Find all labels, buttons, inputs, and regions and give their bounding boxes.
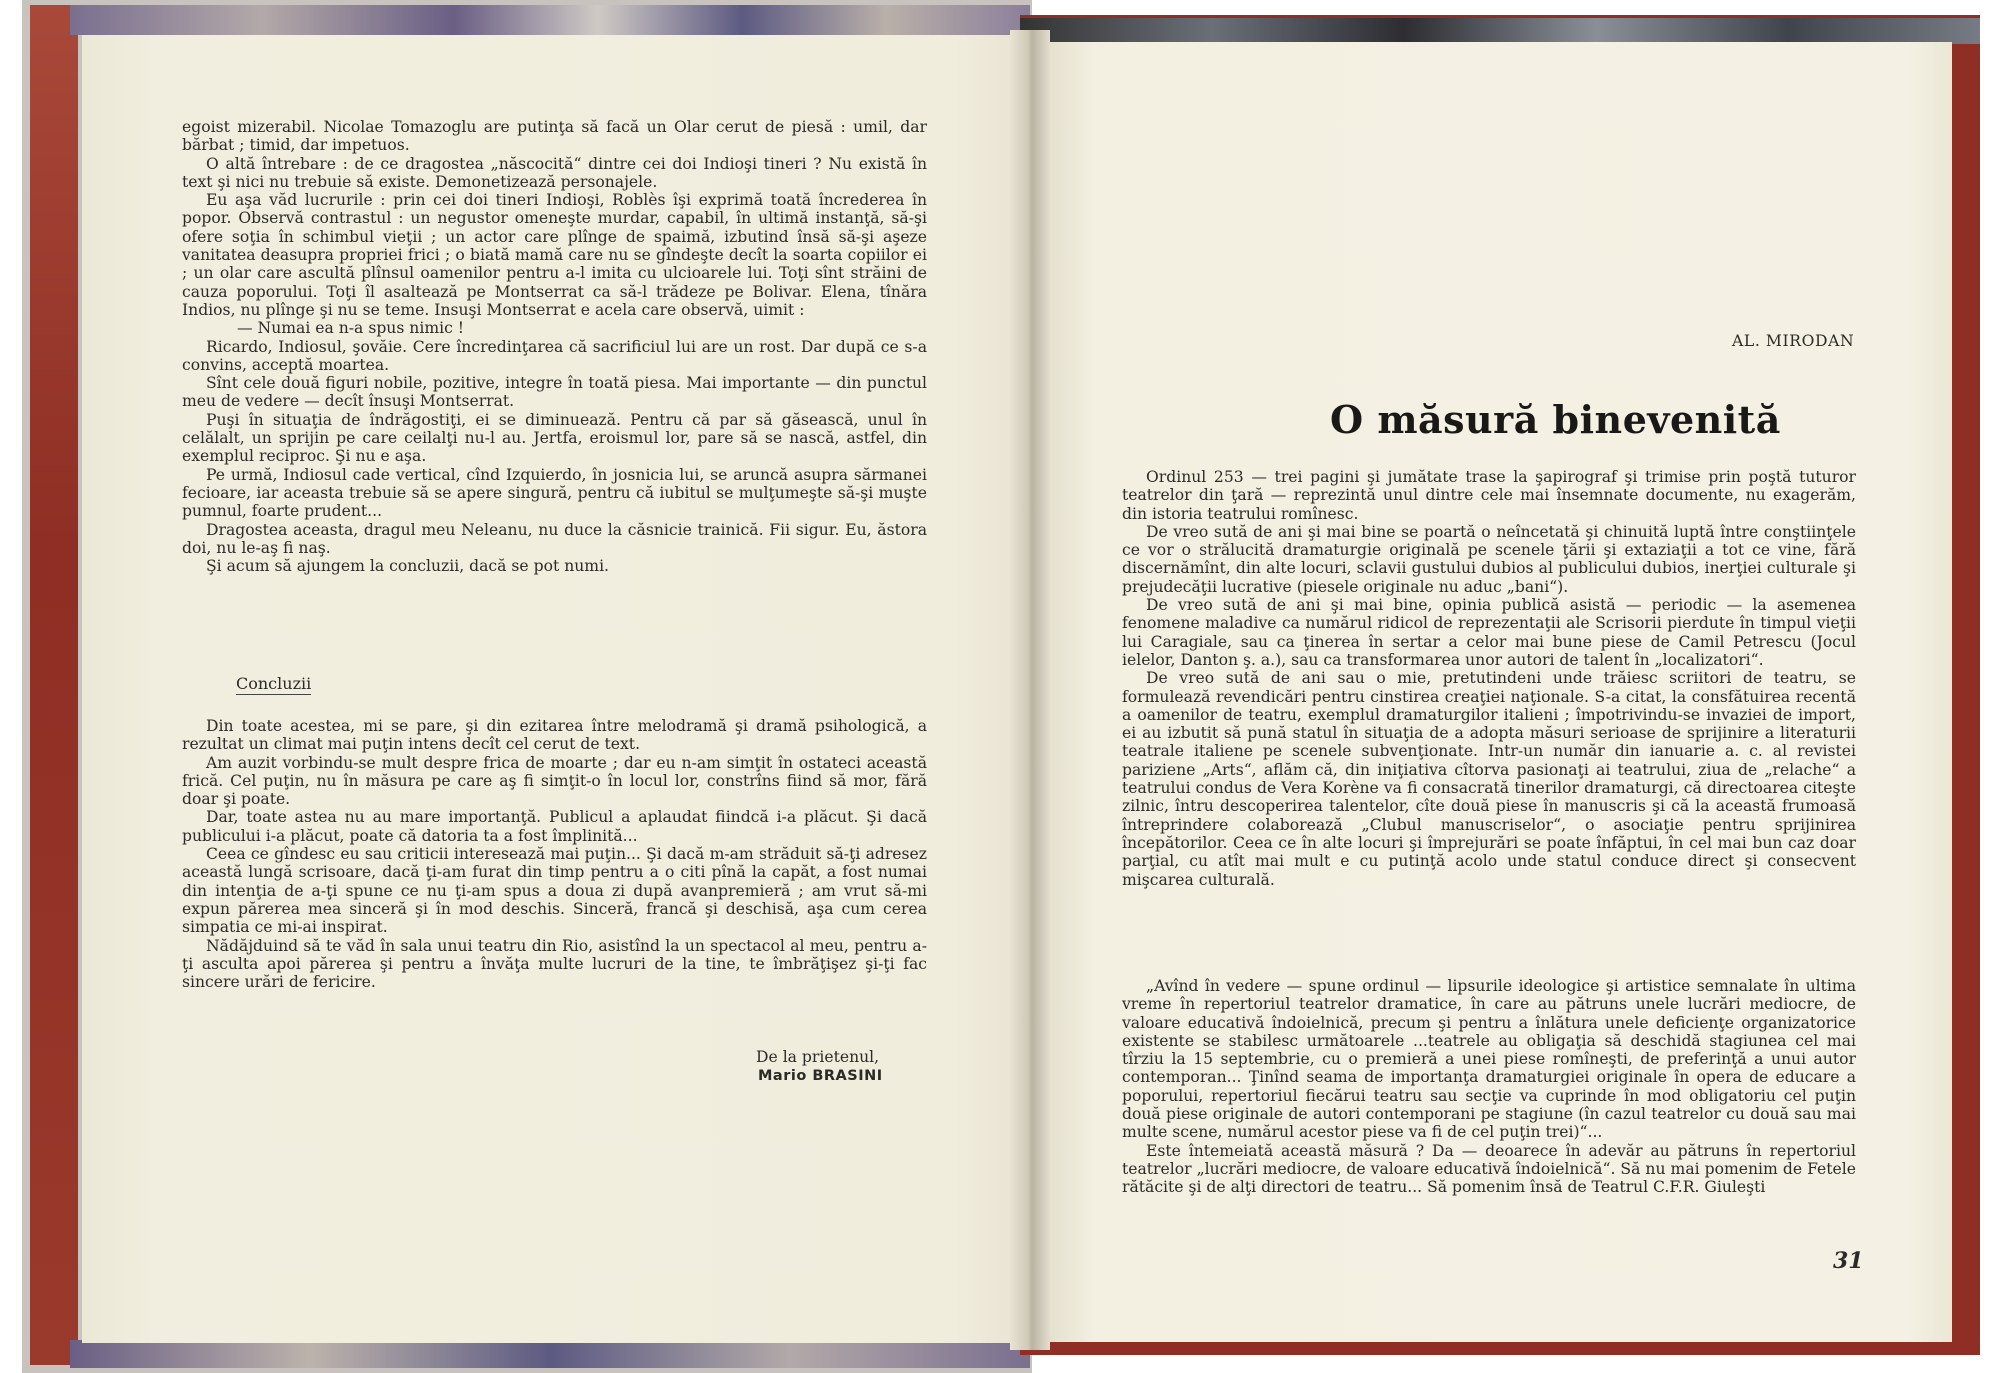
book-spine xyxy=(1010,30,1050,1350)
quote-line: — Numai ea n-a spus nimic ! xyxy=(237,319,465,338)
letter-signoff: De la prietenul, xyxy=(756,1048,880,1066)
paragraph: Din toate acestea, mi se pare, şi din ezitarea între melodramă şi dramă psihologică, a rezultat un climat mai puţin intens decît cel cerut de text. xyxy=(182,717,927,754)
page-number: 31 xyxy=(1833,1248,1864,1274)
paragraph: Ordinul 253 — trei pagini şi jumătate trase la şapirograf şi trimise prin poştă tuturor teatrelor din ţară — reprezintă unul dintre cele mai însemnate documente, nu exagerăm, din istoria teatrului romînesc. xyxy=(1122,468,1856,523)
paragraph: O altă întrebare : de ce dragostea „născocită“ dintre cei doi Indioşi tineri ? Nu există în text şi nici nu trebuie să existe. Demonetizează personajele. xyxy=(182,154,927,191)
paragraph: De vreo sută de ani sau o mie, pretutindeni unde trăiesc scriitori de teatru, se formulează revendicări pentru cinstirea creaţiei naţionale. S-a citat, la consfătuirea recentă a oamenilor de teatru, exemplul dramaturgilor italieni ; împotrivindu-se invaziei de import, ei au izbutit să pună statul în situaţia de a adopta măsuri serioase de sprijinire a literaturii teatrale italiene pe scenele subvenţionate. Intr-un număr din ianuarie a. c. al revistei pariziene „Arts“, aflăm că, din iniţiativa cîtorva pasionaţi ai teatrului, ziua de „relache“ a teatrului condus de Vera Korène va fi consacrată tinerilor dramaturgi, că directoarea citeşte zilnic, întru descoperirea talentelor, cîte două piese în manuscris şi că la această frumoasă întreprindere colaborează „Clubul manuscriselor“, o asociaţie pentru sprijinirea începătorilor. Ceea ce în alte locuri şi împrejurări se poate înfăptui, în cel mai bun caz doar parţial, cu atît mai mult e cu putinţă acolo unde statul conduce direct şi consecvent mişcarea culturală. xyxy=(1122,669,1856,889)
paragraph: Ceea ce gîndesc eu sau criticii interesează mai puţin... Şi dacă m-am străduit să-ţi adresez această lungă scrisoare, dacă ţi-am furat din timp pentru a o citi pînă la capăt, a fost numai din intenţia de a-ţi spune ce nu ţi-am spus a doua zi după avanpremieră ; am vrut să-mi expun părerea mea sinceră şi în mod deschis. Sinceră, francă şi deschisă, aşa cum cerea simpatia ce mi-ai inspirat. xyxy=(182,845,927,937)
section-heading: Concluzii xyxy=(236,674,312,693)
paragraph: „Avînd în vedere — spune ordinul — lipsurile ideologice şi artistice semnalate în ultima vreme în repertoriul teatrelor dramatice, în care au pătruns unele lucrări mediocre, de valoare educativă îndoielnică, precum şi pentru a înlătura unele deficienţe organizatorice existente se stabilesc următoarele ...teatrele au obligaţia să deschidă stagiunea cel mai tîrziu la 15 septembrie, cu o premieră a unei piese romîneşti, de preferinţă a unui autor contemporan... Ţinînd seama de importanţa dramaturgiei originale în opera de educare a poporului, repertoriul fiecărui teatru sau secţie va cuprinde în mod obligatoriu cel puţin două piese originale de autori contemporani pe stagiune (în cazul teatrelor cu două sau mai multe scene, numărul acestor piese va fi de cel puţin trei)“... xyxy=(1122,977,1856,1142)
right-page-text-top xyxy=(1122,468,1856,889)
left-page-text-top xyxy=(182,118,927,575)
paragraph: Este întemeiată această măsură ? Da — deoarece în adevăr au pătruns în repertoriul teatrelor „lucrări mediocre, de valoare educativă îndoielnică“. Să nu mai pomenim de Fetele rătăcite şi de alţi directori de teatru... Să pomenim însă de Teatrul C.F.R. Giuleşti xyxy=(1122,1141,1856,1197)
marbled-endpaper-top xyxy=(70,5,1030,35)
paragraph: Sînt cele două figuri nobile, pozitive, integre în toată piesa. Mai importante — din punctul meu de vedere — decît însuşi Montserrat. xyxy=(182,374,927,411)
left-page-text-bottom xyxy=(182,717,927,991)
paragraph: Şi acum să ajungem la concluzii, dacă se pot numi. xyxy=(206,557,610,576)
paragraph: Eu aşa văd lucrurile : prin cei doi tineri Indioşi, Roblès îşi exprimă toată încrederea în popor. Observă contrastul : un negustor omeneşte murdar, capabil, în ultimă instanţă, să-şi ofere soţia în schimbul vieţii ; un actor care plînge de spaimă, izbutind însă să-şi aşeze vanitatea deasupra propriei frici ; o biată mamă care nu se gîndeşte decît la soarta copiilor ei ; un olar care ascultă plînsul oamenilor pentru a-l imita cu ulcioarele lui. Toţi sînt străini de cauza poporului. Toţi îl asaltează pe Montserrat ca să-l trădeze pe Bolivar. Elena, tînăra Indios, nu plînge şi nu se teme. Insuşi Montserrat e acela care observă, uimit : xyxy=(182,191,927,319)
paragraph: Ricardo, Indiosul, şovăie. Cere încredinţarea că sacrificiul lui are un rost. Dar după ce s-a convins, acceptă moartea. xyxy=(182,337,927,374)
paragraph: Dar, toate astea nu au mare importanţă. Publicul a aplaudat fiindcă i-a plăcut. Şi dacă publicului i-a plăcut, poate că datoria ta a fost împlinită... xyxy=(182,808,927,845)
paragraph: Puşi în situaţia de îndrăgostiţi, ei se diminuează. Pentru că par să găsească, unul în celălalt, un sprijin pe care ceilalţi nu-l au. Jertfa, eroismul lor, pare să se nască, astfel, din exemplul reciproc. Şi nu e aşa. xyxy=(182,410,927,466)
paragraph: De vreo sută de ani şi mai bine, opinia publică asistă — periodic — la asemenea fenomene maladive ca numărul ridicol de reprezentaţii ale Scrisorii pierdute în timpul vieţii lui Caragiale, sau ca ţinerea în sertar a celor mai bune piese de Camil Petrescu (Jocul ielelor, Danton ş. a.), sau ca transformarea unor autori de talent în „localizatori“. xyxy=(1122,596,1856,669)
paragraph: Am auzit vorbindu-se mult despre frica de moarte ; dar eu n-am simţit în ostateci această frică. Cel puţin, nu în măsura pe care aş fi simţit-o în locul lor, constrîns fiind să mor, fără doar şi poate. xyxy=(182,753,927,809)
paragraph: Nădăjduind să te văd în sala unui teatru din Rio, asistînd la un spectacol al meu, pentru a-ţi asculta apoi părerea şi pentru a învăţa multe lucruri de la tine, te îmbrăţişez şi-ţi fac sincere urări de fericire. xyxy=(182,936,927,992)
paragraph: egoist mizerabil. Nicolae Tomazoglu are putinţa să facă un Olar cerut de piesă : umil, dar bărbat ; timid, dar impetuos. xyxy=(182,118,927,155)
article-title: O măsură binevenită xyxy=(1330,397,1781,442)
paragraph: Dragostea aceasta, dragul meu Neleanu, nu duce la căsnicie trainică. Fii sigur. Eu, ăstora doi, nu le-aş fi naş. xyxy=(182,520,927,557)
article-author: AL. MIRODAN xyxy=(1732,332,1855,350)
paragraph: De vreo sută de ani şi mai bine se poartă o neîncetată şi chinuită luptă între conştiinţele ce vor o strălucită dramaturgie originală pe scenele ţării şi extaziaţii a tot ce vine, fără discernămînt, din alte locuri, sclavii gustului dubios al publicului dubios, inerţiei culturale şi prejudecăţii lucrative (piesele originale nu aduc „bani“). xyxy=(1122,522,1856,596)
book-cover-edge xyxy=(30,5,78,1365)
right-page-text-bottom xyxy=(1122,977,1856,1197)
paragraph: Pe urmă, Indiosul cade vertical, cînd Izquierdo, în josnicia lui, se aruncă asupra sărmanei fecioare, iar aceasta trebuie să se apere singură, pentru că iubitul se mulţumeşte să-şi muşte pumnul, foarte prudent... xyxy=(182,465,927,521)
letter-signature: Mario BRASINI xyxy=(758,1068,883,1084)
marbled-endpaper-bottom xyxy=(70,1340,1030,1368)
marbled-endpaper-right xyxy=(1020,18,1980,44)
